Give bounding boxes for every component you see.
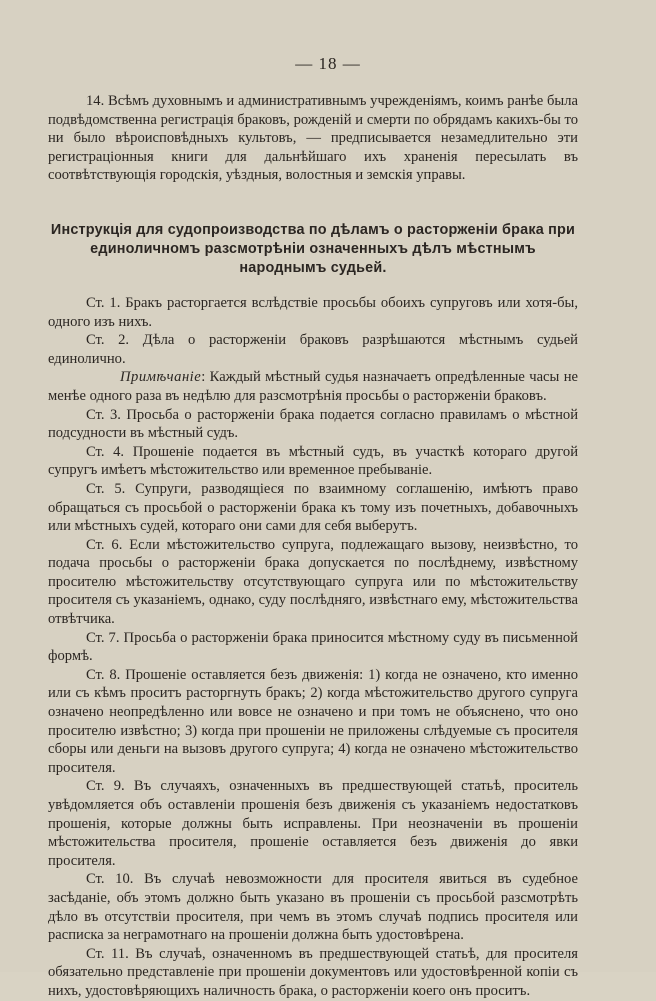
section-heading: Инструкція для судопроизводства по дѣламъ о расторженіи брака при единоличномъ разсмотрѣніи означенныхъ дѣлъ мѣстнымъ народнымъ судьей. <box>50 221 576 276</box>
article-3: Ст. 3. Просьба о расторженіи брака подается согласно правиламъ о мѣстной подсудности въ мѣстный судъ. <box>48 406 578 442</box>
article-8: Ст. 8. Прошеніе оставляется безъ движенія: 1) когда не означено, кто именно или съ кѣмъ проситъ расторгнуть бракъ; 2) когда мѣстожительство другого супруга означено неопредѣленно или вовсе не означено и при томъ не объяснено, что оно просителю извѣстно; 3) когда при прошеніи не приложены слѣдуемые съ просителя сборы или деньги на вызовъ другого супруга; 4) когда не означено мѣстожительство просителя. <box>48 666 578 776</box>
article-6: Ст. 6. Если мѣстожительство супруга, подлежащаго вызову, неизвѣстно, то подача просьбы о расторженіи брака допускается по послѣднему, извѣстному просителю мѣстожительству отсутствующаго супруга или по мѣстожительству просителя съ указаніемъ, однако, суду послѣдняго, извѣстнаго ему, мѣстожительства отвѣтчика. <box>48 536 578 628</box>
note-text: : Каждый мѣстный судья назначаетъ опредѣленные часы не менѣе одного раза въ недѣлю для разсмотрѣнія просьбы о расторженіи браковъ. <box>48 369 578 404</box>
article-7: Ст. 7. Просьба о расторженіи брака приносится мѣстному суду въ письменной формѣ. <box>48 629 578 665</box>
note-label: Примѣчаніе <box>120 369 202 386</box>
article-4: Ст. 4. Прошеніе подается въ мѣстный судъ, въ участкѣ котораго другой супругъ имѣетъ мѣстожительство или временное пребываніе. <box>48 443 578 479</box>
article-9: Ст. 9. Въ случаяхъ, означенныхъ въ предшествующей статьѣ, проситель увѣдомляется объ оставленіи прошенія безъ движенія съ указаніемъ недостатковъ прошенія, которые должны быть исправлены. При неозначеніи въ прошеніи мѣстожительства просителя, прошеніе оставляется безъ движенія до явки просителя. <box>48 778 578 869</box>
article-1: Ст. 1. Бракъ расторгается вслѣдствіе просьбы обоихъ супруговъ или хотя-бы, одного изъ нихъ. <box>48 294 578 330</box>
note-paragraph <box>48 368 578 405</box>
document-body <box>48 92 578 1001</box>
paragraph-14: 14. Всѣмъ духовнымъ и административнымъ учрежденіямъ, коимъ ранѣе была подвѣдомственна регистрація браковъ, рожденій и смерти по обрядамъ какихъ-бы то ни было вѣроисповѣдныхъ культовъ, — предписывается незамедлительно эти регистраціонныя книги для дальнѣйшаго ихъ храненія пересылать въ соотвѣтствующія городскія, уѣздныя, волостныя и земскія управы. <box>48 93 578 184</box>
page-number: — 18 — <box>295 54 361 73</box>
article-5: Ст. 5. Супруги, разводящіеся по взаимному соглашенію, имѣютъ право обращаться съ просьбой о расторженіи брака къ тому изъ почетныхъ, добавочныхъ или мѣстныхъ судей, котораго они сами для себя выберутъ. <box>48 480 578 535</box>
article-11: Ст. 11. Въ случаѣ, означенномъ въ предшествующей статьѣ, для просителя обязательно представленіе при прошеніи документовъ или удостовѣренной копіи съ нихъ, удостовѣряющихъ наличность брака, о расторженіи коего онъ проситъ. <box>48 945 578 999</box>
article-10: Ст. 10. Въ случаѣ невозможности для просителя явиться въ судебное засѣданіе, объ этомъ должно быть указано въ прошеніи съ просьбой разсмотрѣть дѣло въ отсутствіи просителя, при чемъ въ этомъ случаѣ подпись просителя или расписка за неграмотнаго на прошеніи должна быть удостовѣрена. <box>48 871 578 944</box>
article-2: Ст. 2. Дѣла о расторженіи браковъ разрѣшаются мѣстнымъ судьей единолично. <box>48 332 578 367</box>
